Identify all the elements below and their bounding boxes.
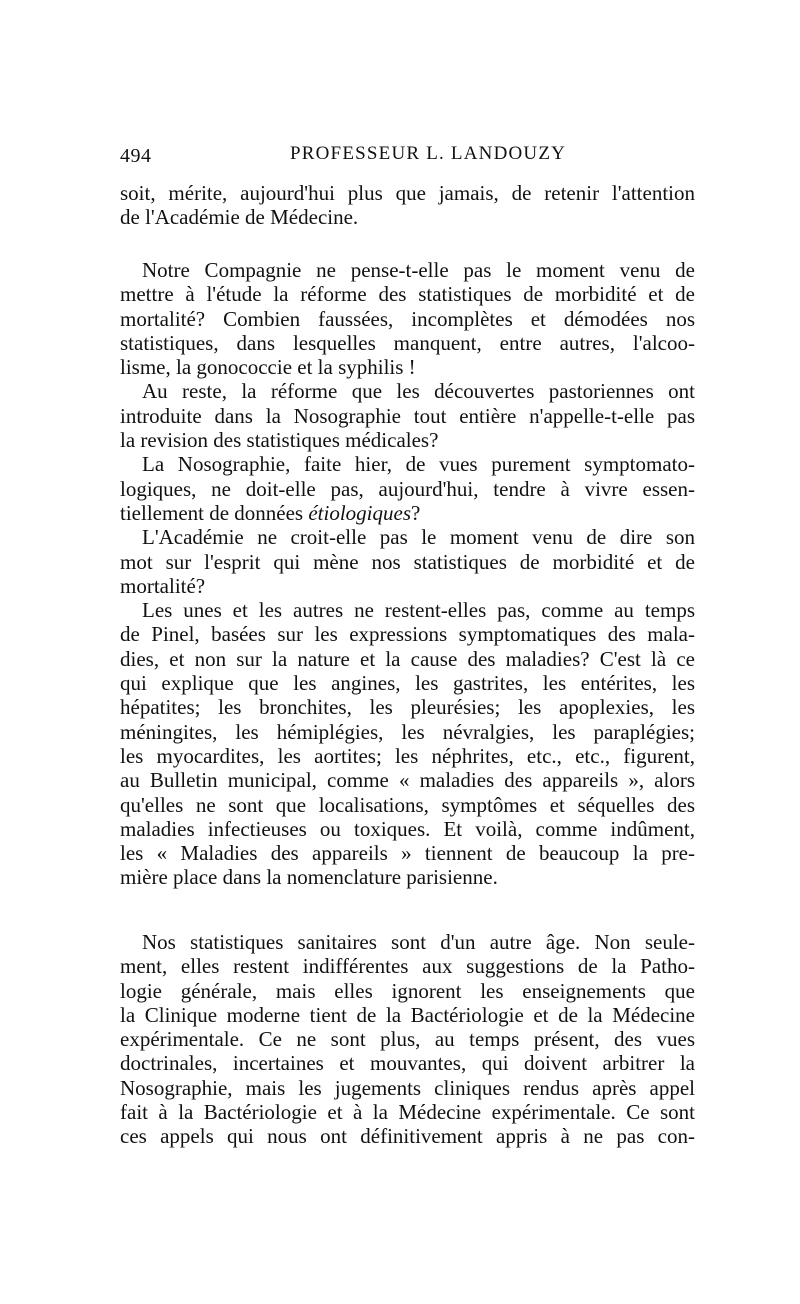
- text-fragment: ?: [411, 500, 421, 525]
- text-line: soit, mérite, aujourd'hui plus que jamais, de retenir l'attention: [120, 181, 695, 205]
- text-line: logie générale, mais elles ignorent les enseignements que: [120, 978, 695, 1003]
- text-line: mortalité? Combien faussées, incomplètes et démodées nos: [120, 306, 695, 331]
- text-line: méningites, les hémiplégies, les névralgies, les paraplégies;: [120, 719, 695, 744]
- text-line: au Bulletin municipal, comme « maladies des appareils », alors: [120, 768, 695, 793]
- text-line: La Nosographie, faite hier, de vues purement symptomato-: [142, 452, 695, 477]
- text-line: fait à la Bactériologie et à la Médecine expérimentale. Ce sont: [120, 1100, 695, 1125]
- text-line: hépatites; les bronchites, les pleurésies; les apoplexies, les: [120, 695, 695, 720]
- text-line: logiques, ne doit-elle pas, aujourd'hui, tendre à vivre essen-: [120, 476, 695, 501]
- text-line: qu'elles ne sont que localisations, symptômes et séquelles des: [120, 792, 695, 817]
- text-line: mot sur l'esprit qui mène nos statistiques de morbidité et de: [120, 549, 695, 574]
- text-line: maladies infectieuses ou toxiques. Et voilà, comme indûment,: [120, 816, 695, 841]
- text-line: la revision des statistiques médicales?: [120, 428, 439, 453]
- text-line: [120, 501, 695, 525]
- italic-term: étiologiques: [308, 500, 412, 525]
- text-line: ces appels qui nous ont définitivement appris à ne pas con-: [120, 1124, 695, 1149]
- text-line: mortalité?: [120, 573, 206, 598]
- text-line: lisme, la gonococcie et la syphilis !: [120, 355, 416, 380]
- text-line: la Clinique moderne tient de la Bactériologie et de la Médecine: [120, 1002, 695, 1027]
- paragraph-continuation: [120, 181, 695, 230]
- text-line: Notre Compagnie ne pense-t-elle pas le moment venu de: [142, 258, 695, 282]
- text-line: Les unes et les autres ne restent-elles pas, comme au temps: [142, 598, 695, 623]
- paragraph-section-morbidity: [120, 258, 695, 890]
- text-line: expérimentale. Ce ne sont plus, au temps présent, des vues: [120, 1027, 695, 1052]
- text-line: doctrinales, incertaines et mouvantes, qui doivent arbitrer la: [120, 1051, 695, 1076]
- text-line: Au reste, la réforme que les découvertes pastoriennes ont: [142, 379, 695, 404]
- text-line: qui explique que les angines, les gastrites, les entérites, les: [120, 671, 695, 696]
- text-fragment: tiellement de données: [120, 500, 304, 525]
- text-line: de l'Académie de Médecine.: [120, 205, 359, 230]
- text-line: introduite dans la Nosographie tout entière n'appelle-t-elle pas: [120, 403, 695, 428]
- text-line: mettre à l'étude la réforme des statistiques de morbidité et de: [120, 282, 695, 307]
- running-head: [120, 143, 695, 169]
- running-title: PROFESSEUR L. LANDOUZY: [290, 143, 567, 164]
- text-line: Nos statistiques sanitaires sont d'un autre âge. Non seule-: [142, 930, 695, 954]
- page-number: 494: [120, 145, 152, 167]
- text-line: les myocardites, les aortites; les néphrites, etc., etc., figurent,: [120, 743, 695, 768]
- text-line: dies, et non sur la nature et la cause des maladies? C'est là ce: [120, 646, 695, 671]
- paragraph-section-sanitary: [120, 930, 695, 1149]
- text-line: statistiques, dans lesquelles manquent, entre autres, l'alcoo-: [120, 330, 695, 355]
- text-line: ment, elles restent indifférentes aux suggestions de la Patho-: [120, 954, 695, 979]
- text-line: L'Académie ne croit-elle pas le moment venu de dire son: [142, 525, 695, 550]
- text-line: Nosographie, mais les jugements cliniques rendus après appel: [120, 1075, 695, 1100]
- text-line: mière place dans la nomenclature parisienne.: [120, 865, 498, 890]
- text-line: les « Maladies des appareils » tiennent de beaucoup la pre-: [120, 841, 695, 866]
- text-line: de Pinel, basées sur les expressions symptomatiques des mala-: [120, 622, 695, 647]
